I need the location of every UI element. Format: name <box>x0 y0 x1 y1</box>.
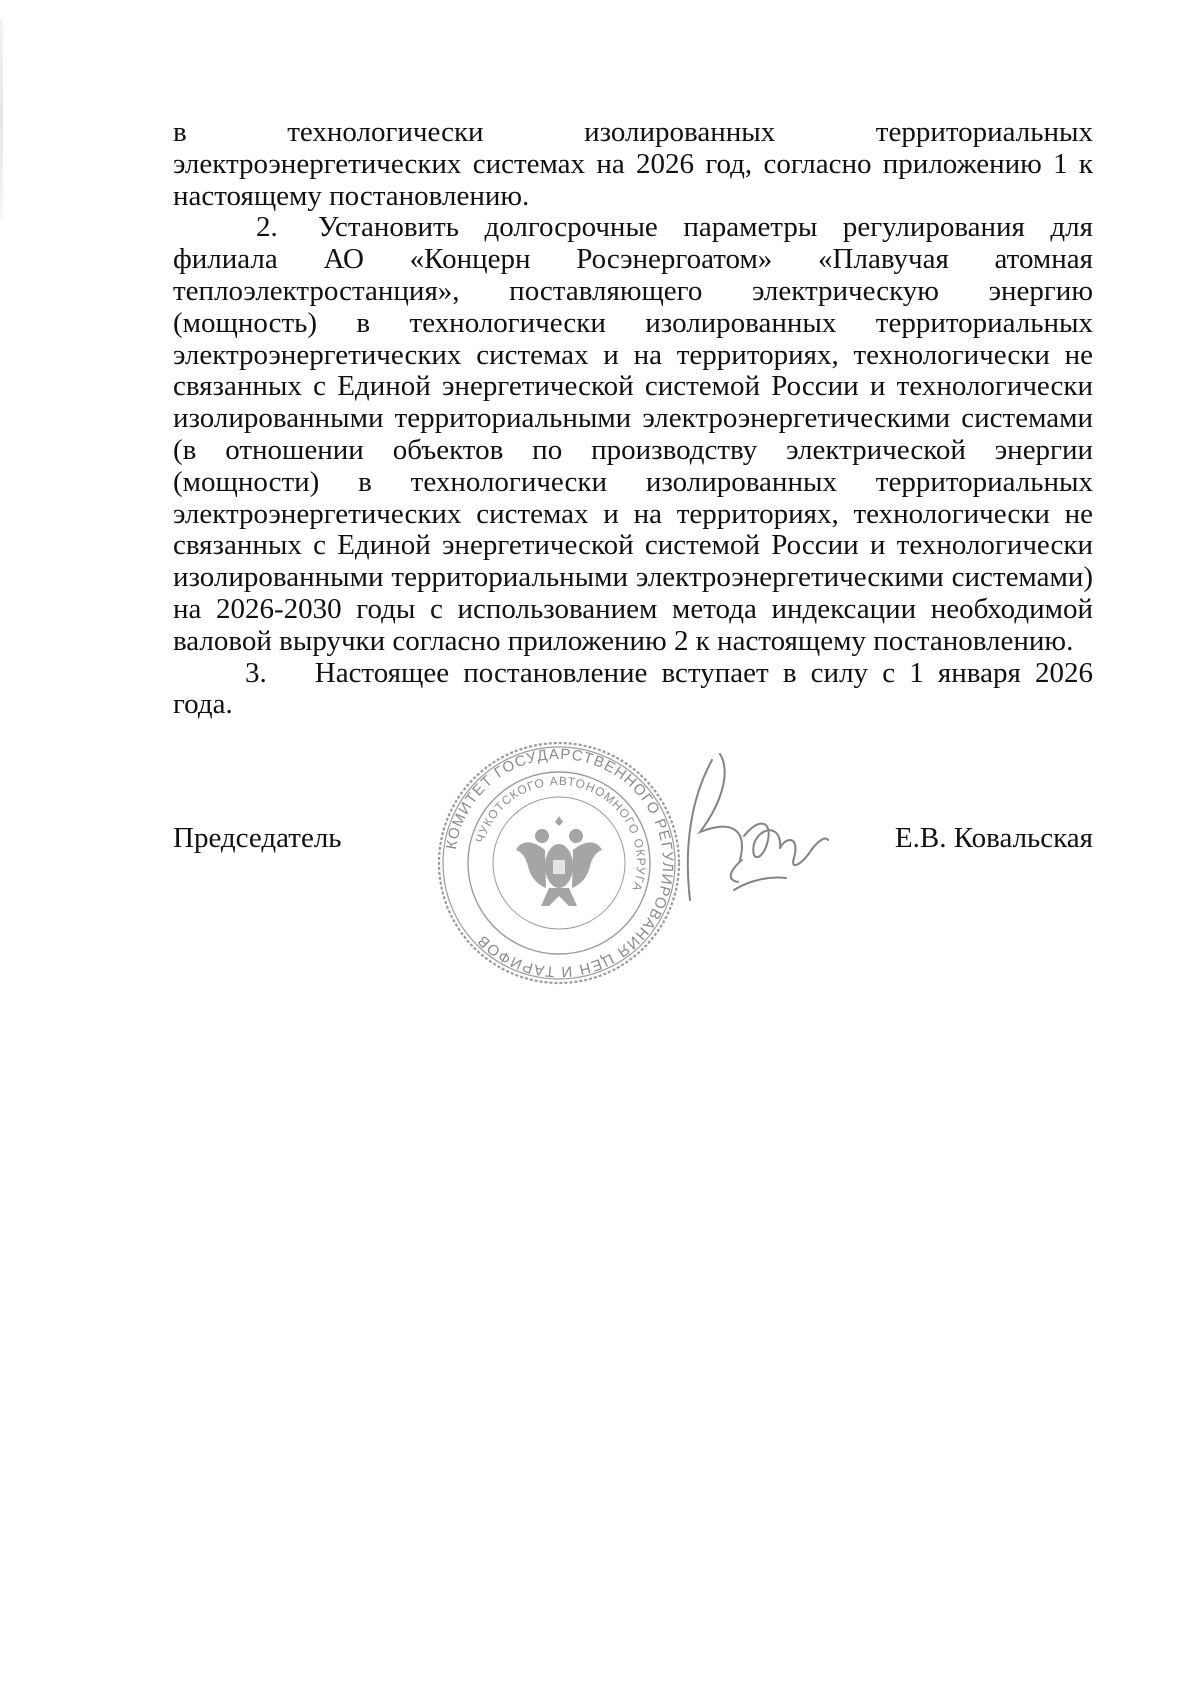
paragraph-number: 2. <box>256 211 278 244</box>
stamp-outer-text: КОМИТЕТ ГОСУДАРСТВЕННОГО РЕГУЛИРОВАНИЯ ЦЕН И ТАРИФОВ <box>442 745 677 981</box>
stamp-inner-text: ЧУКОТСКОГО АВТОНОМНОГО ОКРУГА <box>472 773 649 894</box>
handwritten-signature <box>660 740 830 930</box>
paragraph-text: Установить долгосрочные параметры регулирования для филиала АО «Концерн Росэнергоатом» «Плавучая атомная теплоэлектростанция», поставляющего электрическую энергию (мощность) в технологически изолированных территориальных электроэнергетических системах и на территориях, технологически не связанных с Единой энергетической системой России и технологически изолированными территориальными электроэнергетическими системами (в отношении объектов по производству электрической энергии (мощности) в технологически изолированных территориальных электроэнергетических системах и на территориях, технологически не связанных с Единой энергетической системой России и технологически изолированными территориальными электроэнергетическими системами) на 2026-2030 годы с использованием метода индексации необходимой валовой выручки согласно приложению 2 к настоящему постановлению. <box>173 211 1093 657</box>
double-headed-eagle-icon <box>516 816 602 906</box>
document-body <box>173 117 1093 721</box>
official-stamp <box>434 738 684 988</box>
paragraph-text: Настоящее постановление вступает в силу с 1 января 2026 года. <box>173 656 1093 721</box>
signatory-name: Е.В. Ковальская <box>894 822 1093 854</box>
paragraph-continuation: в технологически изолированных территориальных электроэнергетических системах на 2026 год, согласно приложению 1 к настоящему постановлению. <box>173 116 1093 212</box>
paragraph-item-3 <box>173 658 1093 722</box>
paragraph-item-2 <box>173 212 1093 657</box>
paragraph-number: 3. <box>245 656 267 689</box>
signatory-title: Председатель <box>173 822 342 854</box>
scan-edge-artifact <box>0 20 3 220</box>
